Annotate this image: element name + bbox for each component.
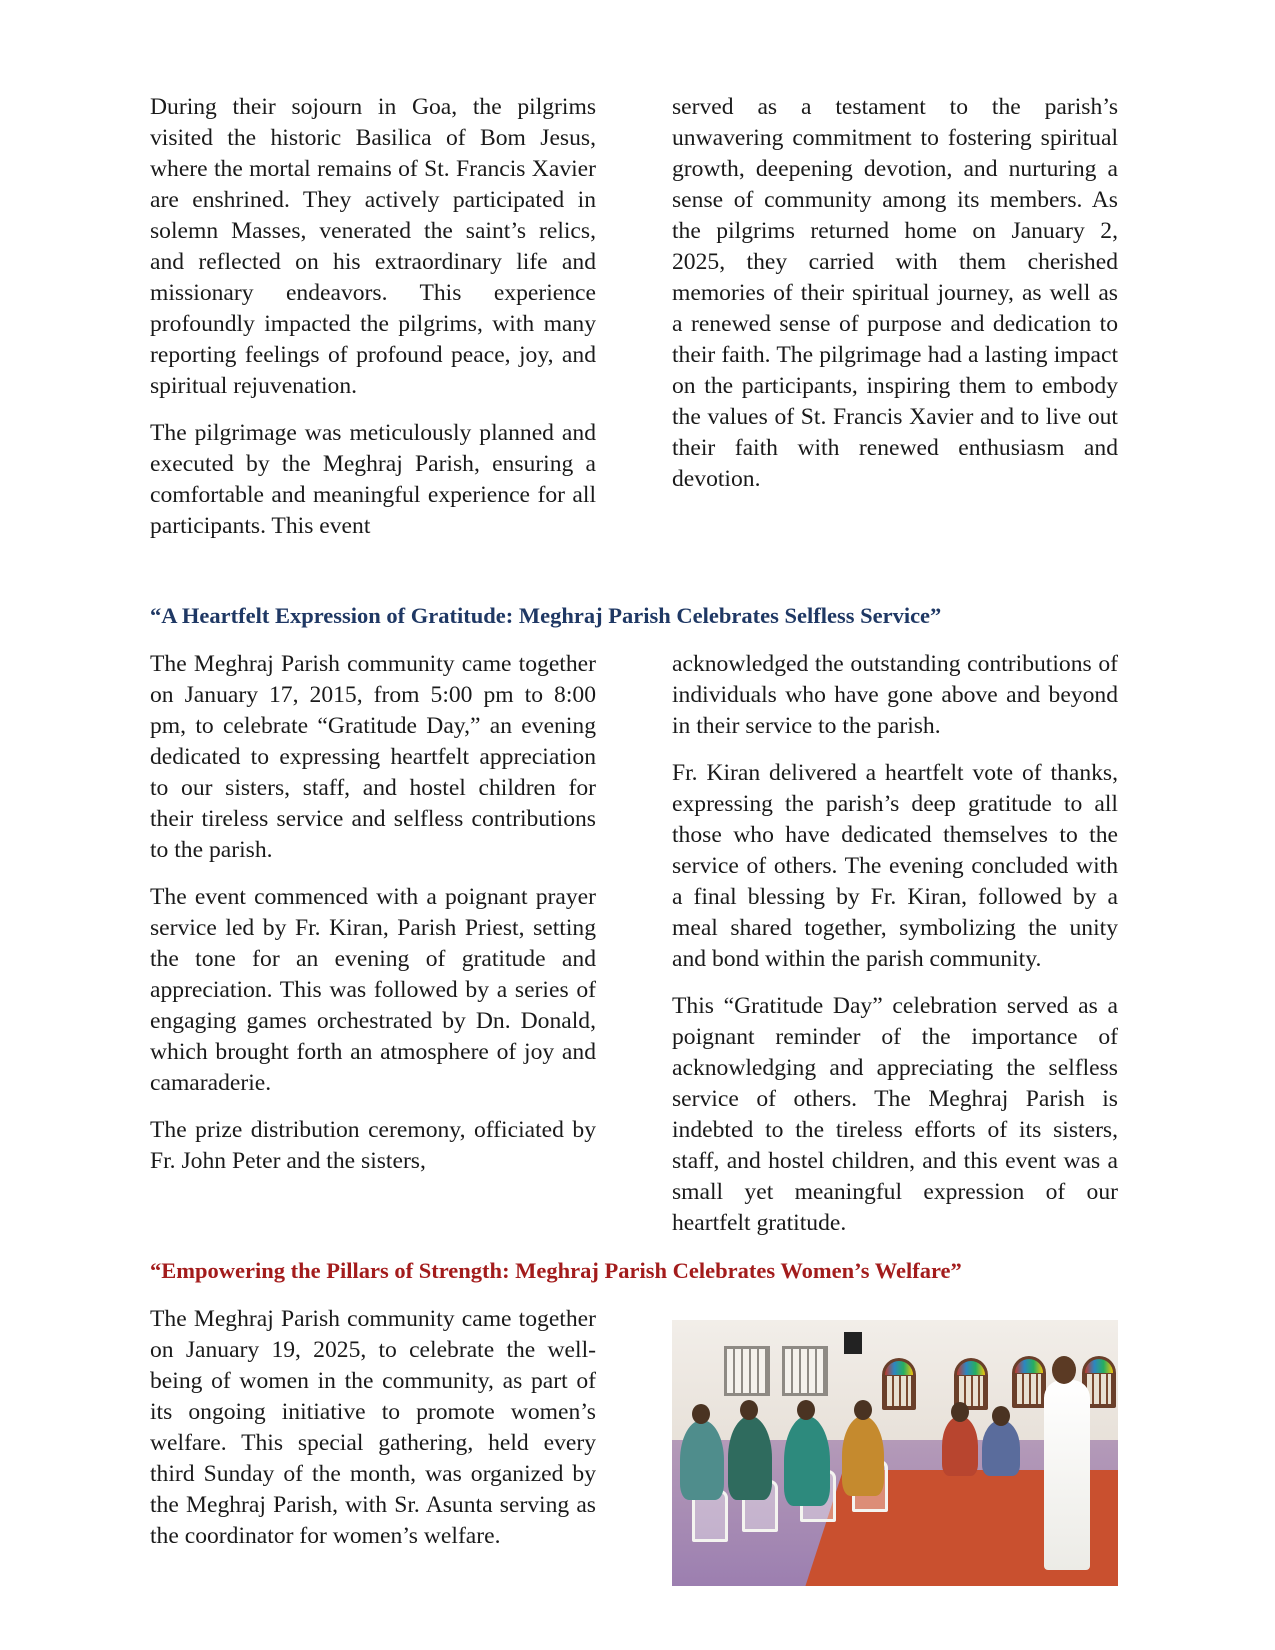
paragraph: acknowledged the outstanding contributions of individuals who have gone above and beyond in their service to the parish. <box>672 651 1118 739</box>
photo-window-grill <box>782 1346 828 1396</box>
gratitude-heading: “A Heartfelt Expression of Gratitude: Meghraj Parish Celebrates Selfless Service” <box>150 603 942 628</box>
paragraph: The event commenced with a poignant prayer service led by Fr. Kiran, Parish Priest, setting the tone for an evening of gratitude and appreciation. This was followed by a series of engaging games orchestrated by Dn. Donald, which brought forth an atmosphere of joy and camaraderie. <box>150 884 596 1096</box>
photo-person-head <box>692 1404 710 1424</box>
paragraph: Fr. Kiran delivered a heartfelt vote of thanks, expressing the parish’s deep gratitude to all those who have dedicated themselves to the service of others. The evening concluded with a final blessing by Fr. Kiran, followed by a meal shared together, symbolizing the unity and bond within the parish community. <box>672 760 1118 972</box>
photo-arched-window <box>1012 1356 1046 1408</box>
section1-left-column <box>150 92 596 542</box>
womens-gathering-photo <box>672 1320 1118 1586</box>
photo-person <box>982 1420 1020 1476</box>
photo-priest <box>1044 1380 1090 1570</box>
photo-person <box>784 1416 830 1506</box>
photo-arched-window <box>882 1358 916 1410</box>
paragraph: During their sojourn in Goa, the pilgrims visited the historic Basilica of Bom Jesus, where the mortal remains of St. Francis Xavier are enshrined. They actively participated in solemn Masses, venerated the saint’s relics, and reflected on his extraordinary life and missionary endeavors. This experience profoundly impacted the pilgrims, with many reporting feelings of profound peace, joy, and spiritual rejuvenation. <box>150 94 596 399</box>
photo-person <box>728 1416 772 1500</box>
section2-right-column <box>672 649 1118 1239</box>
section2-left-column <box>150 649 596 1177</box>
section3-left-column <box>150 1304 596 1552</box>
photo-person-head <box>951 1402 969 1422</box>
photo-person-head <box>992 1406 1010 1426</box>
photo-priest-head <box>1052 1356 1076 1384</box>
paragraph: served as a testament to the parish’s unwavering commitment to fostering spiritual growth, deepening devotion, and nurturing a sense of community among its members. As the pilgrims returned home on January 2, 2025, they carried with them cherished memories of their spiritual journey, as well as a renewed sense of purpose and dedication to their faith. The pilgrimage had a lasting impact on the participants, inspiring them to embody the values of St. Francis Xavier and to live out their faith with renewed enthusiasm and devotion. <box>672 94 1118 492</box>
photo-person <box>842 1416 884 1496</box>
photo-person-head <box>740 1400 758 1420</box>
paragraph: The prize distribution ceremony, officiated by Fr. John Peter and the sisters, <box>150 1117 596 1174</box>
paragraph: The Meghraj Parish community came together on January 17, 2015, from 5:00 pm to 8:00 pm, to celebrate “Gratitude Day,” an evening dedicated to expressing heartfelt appreciation to our sisters, staff, and hostel children for their tireless service and selfless contributions to the parish. <box>150 651 596 863</box>
photo-person <box>942 1416 978 1476</box>
womens-welfare-heading: “Empowering the Pillars of Strength: Meghraj Parish Celebrates Women’s Welfare” <box>150 1258 962 1283</box>
paragraph: The pilgrimage was meticulously planned and executed by the Meghraj Parish, ensuring a comfortable and meaningful experience for all participants. This event <box>150 420 596 539</box>
photo-speaker <box>844 1332 862 1354</box>
photo-person-head <box>797 1400 815 1420</box>
paragraph: The Meghraj Parish community came together on January 19, 2025, to celebrate the well-being of women in the community, as part of its ongoing initiative to promote women’s welfare. This special gathering, held every third Sunday of the month, was organized by the Meghraj Parish, with Sr. Asunta serving as the coordinator for women’s welfare. <box>150 1306 596 1549</box>
paragraph: This “Gratitude Day” celebration served as a poignant reminder of the importance of acknowledging and appreciating the selfless service of others. The Meghraj Parish is indebted to the tireless efforts of its sisters, staff, and hostel children, and this event was a small yet meaningful expression of our heartfelt gratitude. <box>672 993 1118 1236</box>
photo-person <box>680 1420 724 1500</box>
photo-window-grill <box>724 1346 770 1396</box>
photo-person-head <box>854 1400 872 1420</box>
section1-right-column <box>672 92 1118 495</box>
